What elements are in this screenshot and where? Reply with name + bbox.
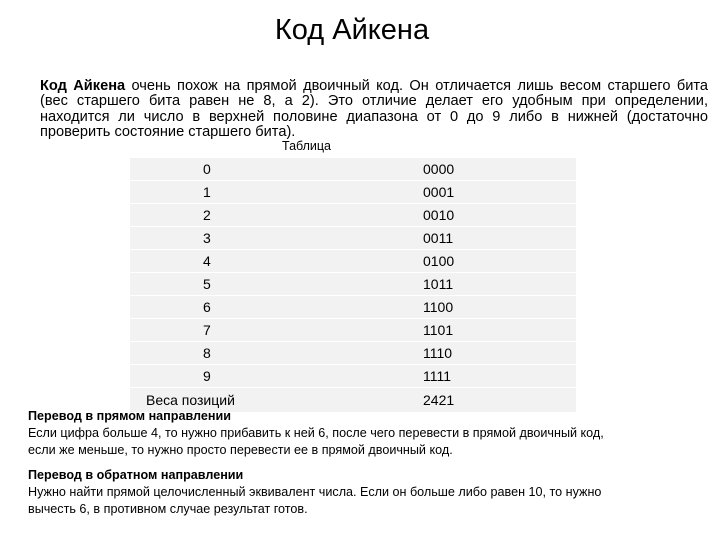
aiken-code-cell: 1100 — [343, 296, 576, 319]
aiken-code-cell: 0000 — [343, 158, 576, 181]
weights-value: 2421 — [423, 392, 455, 408]
decimal-digit-cell: 2 — [130, 204, 343, 227]
decimal-digit-cell: 0 — [130, 158, 343, 181]
aiken-code-cell: 0100 — [343, 250, 576, 273]
decimal-digit-cell: 8 — [130, 342, 343, 365]
decimal-digit-cell: 3 — [130, 227, 343, 250]
table-row — [130, 365, 576, 388]
page-title: Код Айкена — [274, 14, 430, 46]
intro-paragraph — [40, 79, 708, 141]
decimal-digit-cell: 1 — [130, 181, 343, 204]
decimal-digit-cell: 9 — [130, 365, 343, 388]
reverse-text-line: вычесть 6, в противном случае результат готов. — [28, 502, 308, 516]
table-row — [130, 158, 576, 181]
table-row — [130, 204, 576, 227]
table-row — [130, 273, 576, 296]
aiken-code-cell: 1101 — [343, 319, 576, 342]
aiken-code-cell: 0011 — [343, 227, 576, 250]
weights-label: Веса позиций — [146, 392, 235, 408]
table-caption: Таблица — [282, 139, 332, 153]
table-row — [130, 342, 576, 365]
reverse-conversion-section — [28, 467, 708, 518]
forward-conversion-section — [28, 408, 708, 459]
reverse-heading: Перевод в обратном направлении — [28, 468, 244, 482]
decimal-digit-cell: 5 — [130, 273, 343, 296]
table-row — [130, 181, 576, 204]
intro-text: очень похож на прямой двоичный код. Он отличается лишь весом старшего бита (вес старшего бита равен не 8, а 2). Это отличие делает его удобным при определении, находится ли число в верхней половине диапазона от 0 до 9 либо в нижней (достаточно проверить состояние старшего бита). — [40, 78, 708, 141]
table-row — [130, 319, 576, 342]
table-row — [130, 296, 576, 319]
reverse-text-line: Нужно найти прямой целочисленный эквивалент числа. Если он больше либо равен 10, то нужно — [28, 485, 602, 499]
aiken-code-table — [130, 158, 576, 412]
aiken-code-cell: 1110 — [343, 342, 576, 365]
decimal-digit-cell: 6 — [130, 296, 343, 319]
aiken-code-cell: 0001 — [343, 181, 576, 204]
aiken-code-cell: 1011 — [343, 273, 576, 296]
forward-heading: Перевод в прямом направлении — [28, 409, 231, 423]
table-row — [130, 227, 576, 250]
aiken-code-cell: 1111 — [343, 365, 576, 388]
decimal-digit-cell: 4 — [130, 250, 343, 273]
decimal-digit-cell: 7 — [130, 319, 343, 342]
aiken-code-cell: 0010 — [343, 204, 576, 227]
forward-text-line: если же меньше, то нужно просто перевести ее в прямой двоичный код. — [28, 443, 453, 457]
intro-term: Код Айкена — [40, 78, 126, 94]
table-row — [130, 250, 576, 273]
forward-text-line: Если цифра больше 4, то нужно прибавить к ней 6, после чего перевести в прямой двоичный код, — [28, 426, 604, 440]
